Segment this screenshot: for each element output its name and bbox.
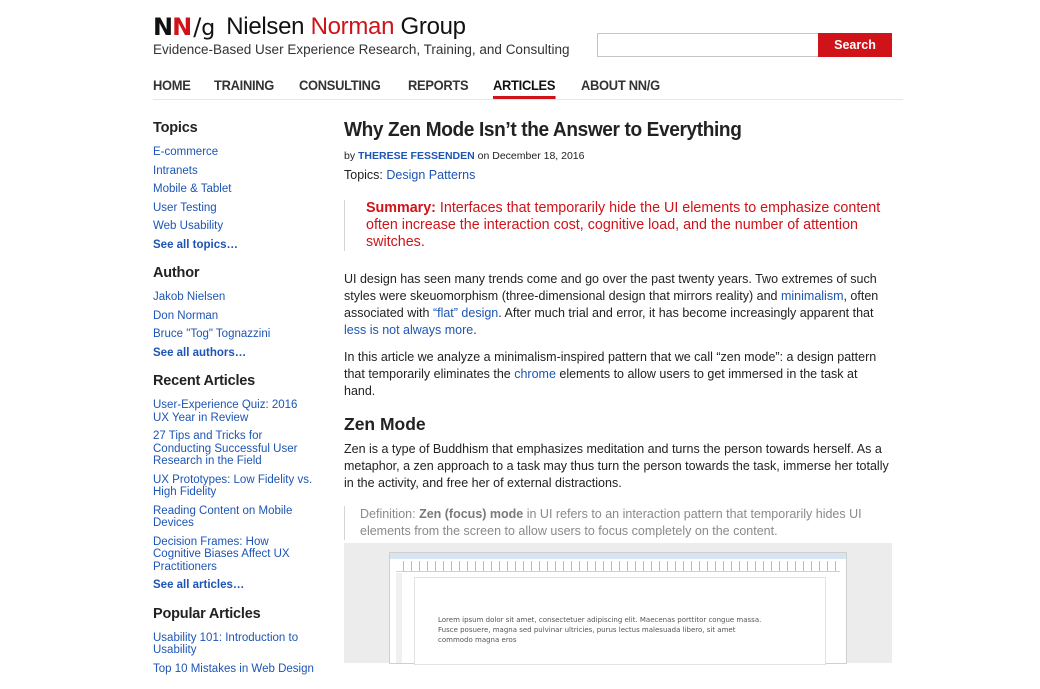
document-text: Lorem ipsum dolor sit amet, consectetuer adipiscing elit. Maecenas porttitor congue massa. Fusce posuere, magna sed pulvinar ultricies, purus lectus malesuada libero, sit amet commodo magna eros — [438, 616, 762, 644]
search-input[interactable] — [597, 33, 822, 57]
see-all-topics-link[interactable]: See all topics… — [153, 238, 239, 251]
paragraph-analysis: In this article we analyze a minimalism-inspired pattern that we call “zen mode”: a design pattern that temporarily eliminates the chrome elements to allow users to get immersed in the task at hand. — [344, 350, 877, 398]
site-tagline: Evidence-Based User Experience Research, Training, and Consulting — [153, 42, 570, 57]
author-link[interactable]: Bruce "Tog" Tognazzini — [153, 328, 271, 340]
topic-design-patterns-link[interactable]: Design Patterns — [386, 168, 476, 182]
header-divider — [153, 99, 903, 100]
author-link[interactable]: Don Norman — [153, 309, 219, 322]
nav-reports[interactable]: REPORTS — [407, 77, 468, 93]
author-link[interactable]: THERESE FESSENDEN — [358, 150, 475, 162]
definition-box: Definition: Zen (focus) mode in UI refers to an interaction pattern that temporarily hides UI elements from the screen to allow users to focus completely on the content. — [344, 506, 892, 540]
flat-design-link[interactable]: “flat” design — [432, 306, 499, 320]
nav-consulting[interactable]: CONSULTING — [299, 77, 381, 93]
nng-logo-mark: NN/g — [153, 12, 215, 41]
recent-article-link[interactable]: User-Experience Quiz: 2016 UX Year in Review — [153, 399, 298, 424]
paragraph-intro: UI design has seen many trends come and go over the past twenty years. Two extremes of such styles were skeuomorphism (three-dimensional design that mirrors reality) and minimalism, often associated with “flat” design. After much trial and error, it has become increasingly apparent that less is not always more. — [344, 272, 879, 337]
sidebar — [153, 120, 315, 689]
recent-article-link[interactable]: Reading Content on Mobile Devices — [153, 504, 293, 529]
brand-name: Nielsen Norman Group — [226, 13, 466, 40]
article-summary: Summary: Interfaces that temporarily hide the UI elements to emphasize content often increase the interaction cost, cognitive load, and the number of attention switches. — [344, 200, 892, 251]
recent-article-link[interactable]: UX Prototypes: Low Fidelity vs. High Fidelity — [153, 473, 313, 498]
main-nav — [153, 77, 666, 99]
article-figure — [344, 543, 892, 663]
window-title-bar — [390, 553, 846, 559]
sidebar-recent-articles — [153, 373, 315, 592]
topic-link[interactable]: Intranets — [153, 164, 198, 177]
sidebar-heading-recent: Recent Articles — [153, 373, 256, 389]
article — [344, 118, 892, 583]
sidebar-popular-articles — [153, 606, 315, 676]
article-topics: Topics: Design Patterns — [344, 168, 476, 182]
topic-link[interactable]: E-commerce — [153, 146, 219, 158]
topic-link[interactable]: Web Usability — [153, 220, 224, 232]
sidebar-author — [153, 265, 315, 359]
paragraph-zen: Zen is a type of Buddhism that emphasizes meditation and turns the person towards herself. As a metaphor, a zen approach to a task may thus turn the person towards the task, immerse her totally in the activity, and free her of external distractions. — [344, 442, 889, 490]
chrome-link[interactable]: chrome — [514, 367, 556, 381]
minimalism-link[interactable]: minimalism — [780, 289, 844, 303]
sidebar-heading-popular: Popular Articles — [153, 605, 261, 622]
topic-link[interactable]: User Testing — [153, 201, 217, 214]
recent-article-link[interactable]: Decision Frames: How Cognitive Biases Affect UX Practitioners — [153, 535, 290, 573]
popular-article-link[interactable]: Usability 101: Introduction to Usability — [153, 631, 299, 656]
search-button[interactable]: Search — [818, 33, 892, 57]
nav-training[interactable]: TRAINING — [213, 77, 274, 93]
see-all-authors-link[interactable]: See all authors… — [153, 346, 247, 359]
sidebar-heading-author: Author — [153, 265, 200, 281]
article-title: Why Zen Mode Isn’t the Answer to Everything — [344, 118, 742, 141]
nav-articles[interactable]: ARTICLES — [493, 77, 555, 99]
less-is-not-more-link[interactable]: less is not always more — [344, 323, 474, 337]
topic-link[interactable]: Mobile & Tablet — [153, 183, 232, 195]
zen-mode-example-screenshot — [390, 553, 846, 663]
sidebar-topics — [153, 120, 315, 251]
site-logo[interactable] — [153, 12, 466, 42]
nav-about[interactable]: ABOUT NN/G — [580, 77, 660, 93]
article-byline: by THERESE FESSENDEN on December 18, 2016 — [344, 150, 585, 162]
popular-article-link[interactable]: Top 10 Mistakes in Web Design — [153, 662, 314, 675]
recent-article-link[interactable]: 27 Tips and Tricks for Conducting Successful User Research in the Field — [153, 430, 298, 467]
sidebar-heading-topics: Topics — [153, 120, 198, 136]
section-heading: Zen Mode — [344, 414, 426, 434]
article-date: December 18, 2016 — [492, 150, 585, 162]
see-all-articles-link[interactable]: See all articles… — [153, 579, 245, 591]
nav-home[interactable]: HOME — [153, 77, 191, 93]
author-link[interactable]: Jakob Nielsen — [153, 291, 226, 303]
document-ruler — [396, 561, 840, 572]
